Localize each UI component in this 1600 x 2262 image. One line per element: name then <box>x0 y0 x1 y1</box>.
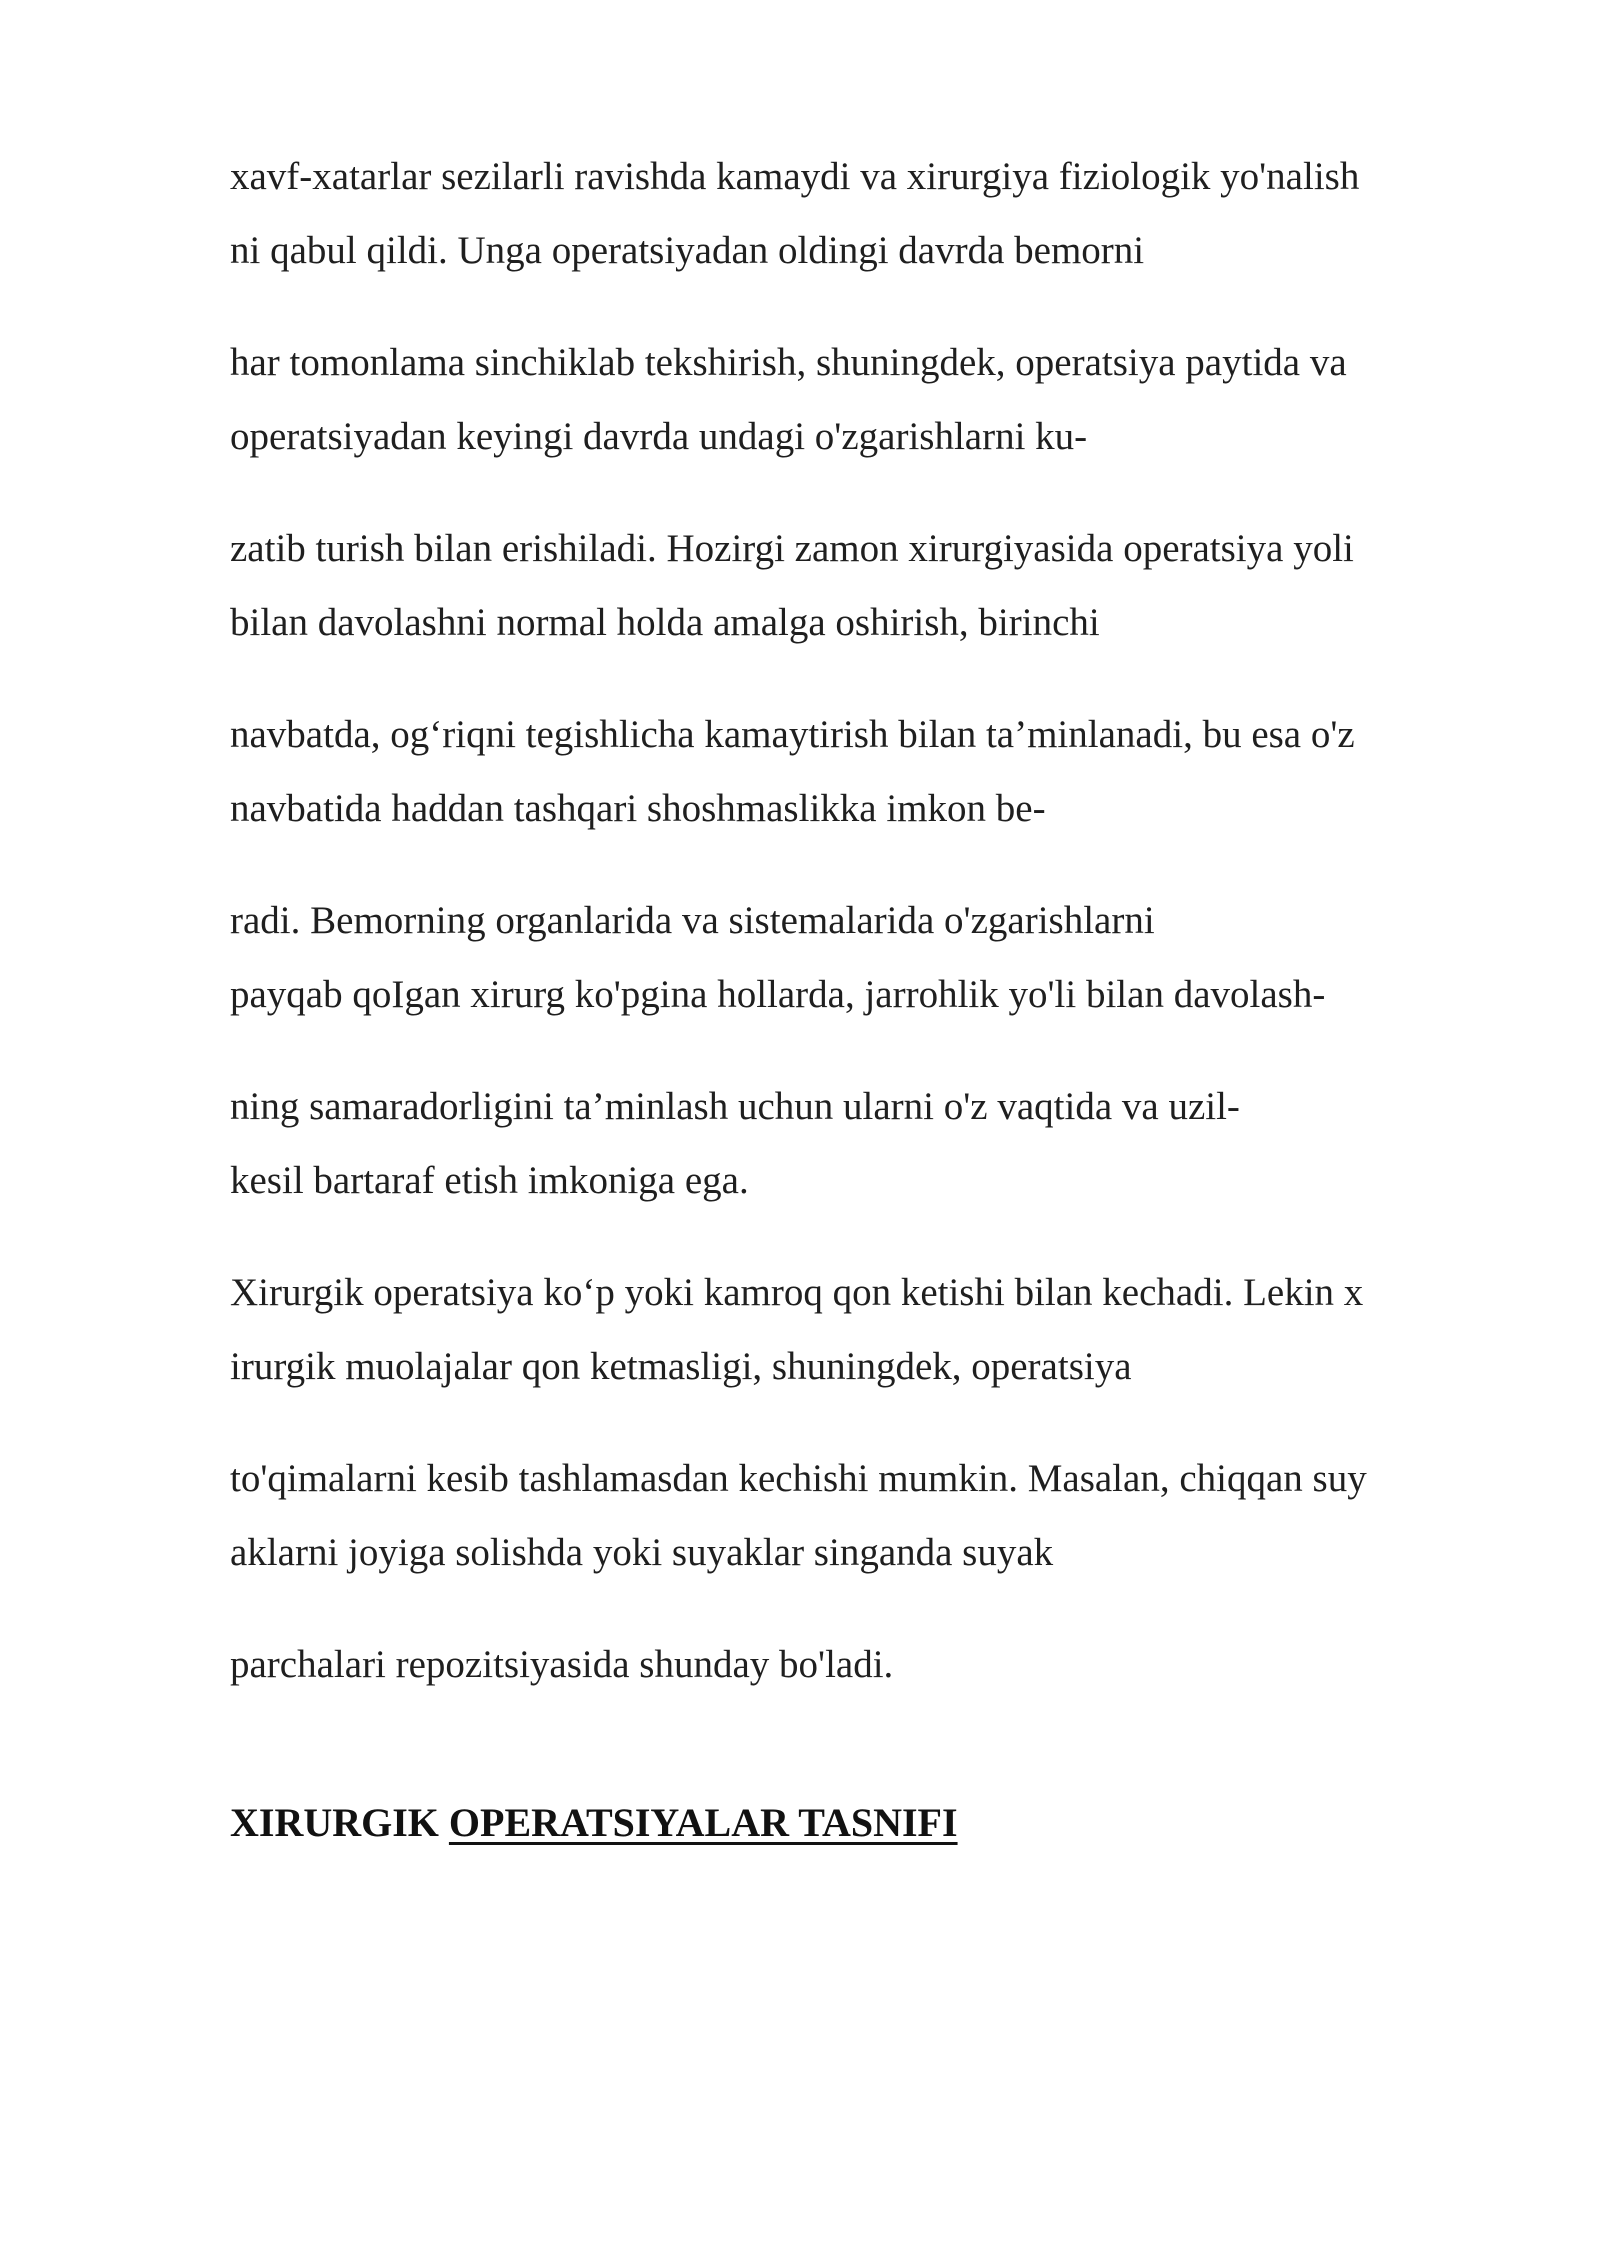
paragraph-4 <box>230 698 1530 846</box>
section-heading <box>230 1786 958 1860</box>
paragraph-2 <box>230 326 1530 474</box>
paragraph-line: irurgik muolajalar qon ketmasligi, shuningdek, operatsiya <box>230 1345 1132 1388</box>
paragraph-line: zatib turish bilan erishiladi. Hozirgi zamon xirurgiyasida operatsiya yoli <box>230 527 1354 570</box>
paragraph-line: parchalari repozitsiyasida shunday bo'ladi. <box>230 1643 894 1686</box>
paragraph-3 <box>230 512 1530 660</box>
paragraph-line: radi. Bemorning organlarida va sistemalarida o'zgarishlarni <box>230 899 1155 942</box>
heading-underlined-text: OPERATSIYALAR TASNIFI <box>448 1800 958 1845</box>
paragraph-5 <box>230 884 1530 1032</box>
paragraph-6 <box>230 1070 1530 1218</box>
paragraph-line: operatsiyadan keyingi davrda undagi o'zgarishlarni ku- <box>230 415 1088 458</box>
heading-plain-text: XIRURGIK <box>230 1800 449 1845</box>
paragraph-line: ning samaradorligini ta’minlash uchun ularni o'z vaqtida va uzil- <box>230 1085 1240 1128</box>
paragraph-8 <box>230 1442 1530 1590</box>
paragraph-line: Xirurgik operatsiya ko‘p yoki kamroq qon ketishi bilan kechadi. Lekin x <box>230 1271 1364 1314</box>
paragraph-7 <box>230 1256 1530 1404</box>
paragraph-line: ni qabul qildi. Unga operatsiyadan oldingi davrda bemorni <box>230 229 1145 272</box>
paragraph-line: aklarni joyiga solishda yoki suyaklar singanda suyak <box>230 1531 1054 1574</box>
paragraph-line: bilan davolashni normal holda amalga oshirish, birinchi <box>230 601 1100 644</box>
paragraph-line: navbatda, og‘riqni tegishlicha kamaytirish bilan ta’minlanadi, bu esa o'z <box>230 713 1355 756</box>
paragraph-9 <box>230 1628 1530 1702</box>
paragraph-1 <box>230 140 1530 288</box>
paragraph-line: kesil bartaraf etish imkoniga ega. <box>230 1159 749 1202</box>
paragraph-line: to'qimalarni kesib tashlamasdan kechishi mumkin. Masalan, chiqqan suy <box>230 1457 1367 1500</box>
paragraph-line: navbatida haddan tashqari shoshmaslikka imkon be- <box>230 787 1046 830</box>
paragraph-line: har tomonlama sinchiklab tekshirish, shuningdek, operatsiya paytida va <box>230 341 1347 384</box>
paragraph-line: payqab qoIgan xirurg ko'pgina hollarda, jarrohlik yo'li bilan davolash- <box>230 973 1326 1016</box>
paragraph-line: xavf-xatarlar sezilarli ravishda kamaydi va xirurgiya fiziologik yo'nalish <box>230 155 1360 198</box>
